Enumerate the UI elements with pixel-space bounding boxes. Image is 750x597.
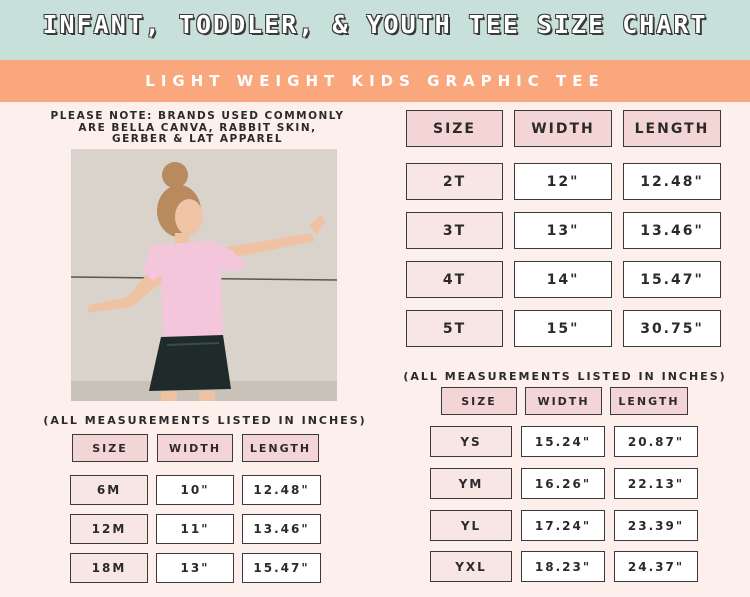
toddler-length-cell: 30.75"	[623, 310, 721, 347]
toddler-width-cell: 15"	[514, 310, 612, 347]
youth-table-caption: (ALL MEASUREMENTS LISTED IN INCHES)	[403, 370, 727, 383]
youth-length-cell: 24.37"	[614, 551, 698, 582]
toddler-header-size: SIZE	[406, 110, 503, 147]
infant-width-cell: 10"	[156, 475, 234, 505]
youth-header-width: WIDTH	[525, 387, 602, 415]
youth-width-cell: 16.26"	[521, 468, 605, 499]
toddler-length-cell: 15.47"	[623, 261, 721, 298]
youth-size-cell: YM	[430, 468, 512, 499]
infant-length-cell: 15.47"	[242, 553, 321, 583]
youth-length-cell: 22.13"	[614, 468, 698, 499]
youth-header-length: LENGTH	[610, 387, 688, 415]
toddler-length-cell: 13.46"	[623, 212, 721, 249]
toddler-header-length: LENGTH	[623, 110, 721, 147]
page-title: INFANT, TODDLER, & YOUTH TEE SIZE CHART	[42, 10, 708, 39]
toddler-header-width: WIDTH	[514, 110, 612, 147]
infant-width-cell: 11"	[156, 514, 234, 544]
brand-note-line: PLEASE NOTE: BRANDS USED COMMONLY	[50, 110, 345, 122]
youth-width-cell: 15.24"	[521, 426, 605, 457]
toddler-size-cell: 5T	[406, 310, 503, 347]
infant-size-cell: 6M	[70, 475, 148, 505]
toddler-width-cell: 14"	[514, 261, 612, 298]
infant-header-width: WIDTH	[157, 434, 233, 462]
toddler-size-cell: 2T	[406, 163, 503, 200]
toddler-size-cell: 4T	[406, 261, 503, 298]
infant-size-cell: 18M	[70, 553, 148, 583]
toddler-length-cell: 12.48"	[623, 163, 721, 200]
toddler-width-cell: 12"	[514, 163, 612, 200]
brand-note-line: GERBER & LAT APPAREL	[111, 133, 284, 145]
infant-width-cell: 13"	[156, 553, 234, 583]
infant-header-size: SIZE	[72, 434, 148, 462]
infant-header-length: LENGTH	[242, 434, 319, 462]
youth-size-cell: YS	[430, 426, 512, 457]
infant-length-cell: 13.46"	[242, 514, 321, 544]
toddler-size-cell: 3T	[406, 212, 503, 249]
youth-width-cell: 18.23"	[521, 551, 605, 582]
youth-size-cell: YL	[430, 510, 512, 541]
model-photo	[71, 149, 337, 401]
page-subtitle: LIGHT WEIGHT KIDS GRAPHIC TEE	[145, 72, 605, 90]
youth-header-size: SIZE	[441, 387, 517, 415]
youth-length-cell: 23.39"	[614, 510, 698, 541]
brand-note-line: ARE BELLA CANVA, RABBIT SKIN,	[78, 121, 317, 134]
youth-width-cell: 17.24"	[521, 510, 605, 541]
toddler-width-cell: 13"	[514, 212, 612, 249]
child-model-illustration	[71, 149, 337, 401]
infant-size-cell: 12M	[70, 514, 148, 544]
youth-size-cell: YXL	[430, 551, 512, 582]
brand-note	[25, 111, 370, 146]
infant-table-caption: (ALL MEASUREMENTS LISTED IN INCHES)	[43, 414, 367, 427]
infant-length-cell: 12.48"	[242, 475, 321, 505]
youth-length-cell: 20.87"	[614, 426, 698, 457]
